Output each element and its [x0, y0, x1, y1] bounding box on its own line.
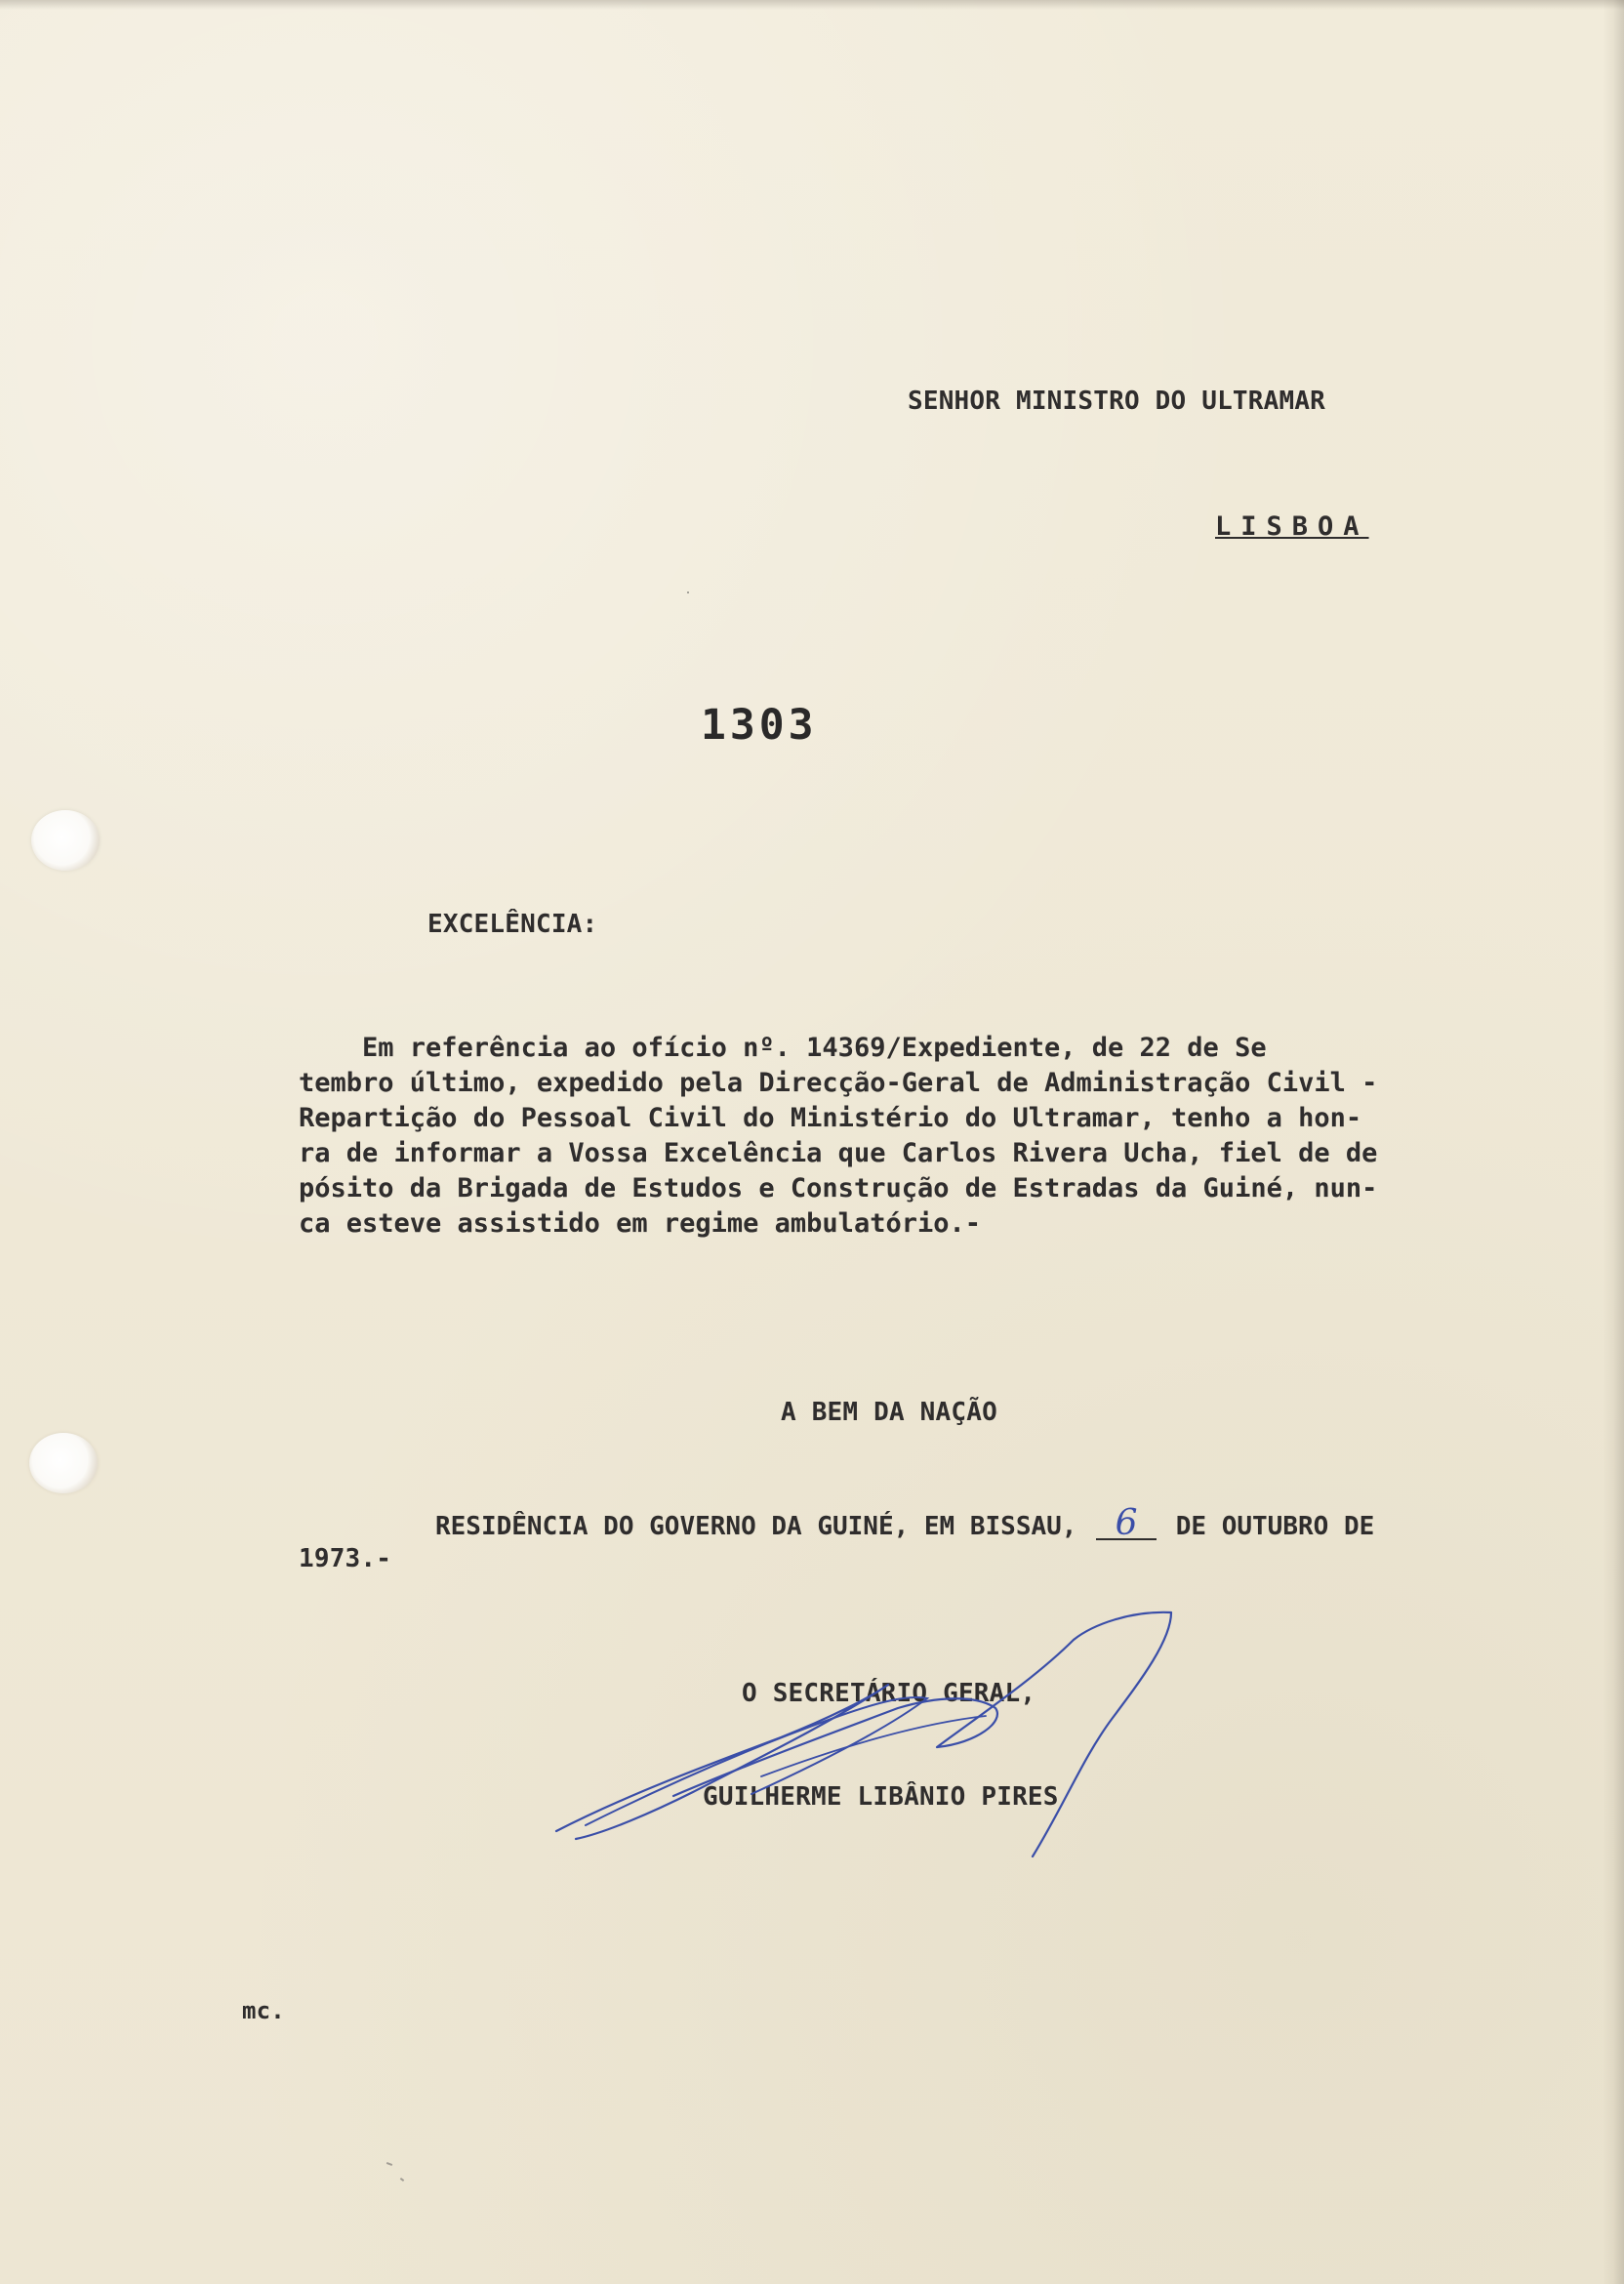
- handwritten-signature: [547, 1601, 1191, 1874]
- body-line: Repartição do Pessoal Civil do Ministério do Ultramar, tenho a hon-: [299, 1103, 1362, 1133]
- document-number: 1303: [701, 701, 818, 750]
- date-year: 1973.-: [299, 1544, 392, 1573]
- page-top-edge: [0, 0, 1624, 10]
- body-line: ra de informar a Vossa Excelência que Carlos Rivera Ucha, fiel de de: [299, 1138, 1378, 1168]
- signer-title: O SECRETÁRIO GERAL,: [742, 1679, 1036, 1708]
- place-and-date-line: [435, 1503, 1375, 1543]
- addressee: SENHOR MINISTRO DO ULTRAMAR: [908, 387, 1326, 416]
- addressee-city: LISBOA: [1215, 511, 1369, 542]
- body-paragraph: [299, 1031, 1616, 1242]
- paper-speck: [687, 591, 689, 593]
- signer-name: GUILHERME LIBÂNIO PIRES: [703, 1782, 1059, 1812]
- place-suffix: DE OUTUBRO DE: [1175, 1512, 1375, 1541]
- body-line: tembro último, expedido pela Direcção-Geral de Administração Civil -: [299, 1068, 1378, 1098]
- salutation: EXCELÊNCIA:: [427, 910, 598, 939]
- paper-speck: [400, 2178, 404, 2182]
- paper-speck: [386, 2162, 392, 2166]
- typist-initials: mc.: [242, 1997, 285, 2024]
- punch-hole-lower: [29, 1433, 98, 1493]
- body-line: ca esteve assistido em regime ambulatório.-: [299, 1208, 981, 1239]
- body-line: pósito da Brigada de Estudos e Construção de Estradas da Guiné, nun-: [299, 1173, 1378, 1203]
- body-line: Em referência ao ofício nº. 14369/Expediente, de 22 de Se: [299, 1033, 1267, 1063]
- punch-hole-upper: [31, 810, 100, 871]
- handwritten-day: 6: [1096, 1509, 1157, 1540]
- closing-formula: A BEM DA NAÇÃO: [781, 1398, 997, 1427]
- place-prefix: RESIDÊNCIA DO GOVERNO DA GUINÉ, EM BISSAU,: [435, 1512, 1077, 1541]
